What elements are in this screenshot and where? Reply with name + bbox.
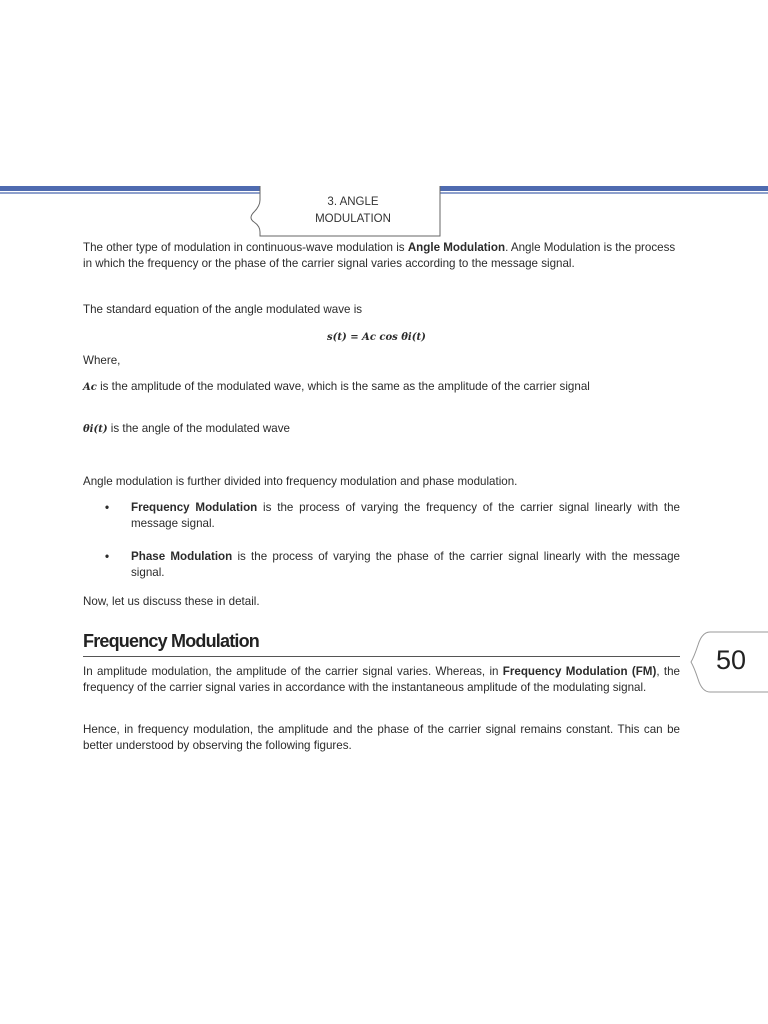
list-item-desc: is the process of varying the phase of the carrier signal linearly with the message signal. (131, 550, 680, 579)
chapter-title-line2: MODULATION (315, 213, 391, 225)
intro-text-b: . Angle Modulation is the process in which the frequency or the phase of the carrier signal varies according to the message signal. (83, 241, 676, 270)
fm-paragraph (83, 664, 680, 696)
angle-modulation-equation: s(t) = Ac cos θi(t) (327, 332, 426, 343)
list-item-term: Phase Modulation (131, 550, 233, 563)
fm-text-b: , the frequency of the carrier signal varies in accordance with the instantaneous amplitude of the modulating signal. (83, 665, 680, 694)
header-rule-right (440, 186, 768, 191)
intro-text-a: The other type of modulation in continuous-wave modulation is (83, 241, 408, 254)
page-number-tab (690, 631, 768, 693)
list-item-term: Frequency Modulation (131, 501, 258, 514)
header-rule-right-thin (440, 192, 768, 194)
angle-definition-text: is the angle of the modulated wave (107, 422, 290, 435)
section-heading: Frequency Modulation (83, 631, 260, 651)
page-number: 50 (716, 645, 747, 675)
equation-intro: The standard equation of the angle modulated wave is (83, 303, 363, 316)
list-item-text (131, 500, 680, 532)
amplitude-definition-text: is the amplitude of the modulated wave, which is the same as the amplitude of the carrier signal (96, 380, 590, 393)
fm-summary-paragraph: Hence, in frequency modulation, the amplitude and the phase of the carrier signal remains constant. This can be better understood by observing the following figures. (83, 723, 680, 752)
header-rule-left (0, 186, 262, 191)
intro-paragraph (83, 240, 680, 272)
section-rule (83, 656, 680, 657)
chapter-title (308, 194, 398, 228)
bullet-dot: • (105, 501, 110, 514)
amplitude-definition (83, 379, 680, 396)
angle-symbol: θi(t) (83, 424, 108, 435)
chapter-tab (246, 182, 442, 238)
header-rule-left-thin (0, 192, 262, 194)
fm-text-a: In amplitude modulation, the amplitude of the carrier signal varies. Whereas, in (83, 665, 503, 678)
angle-definition (83, 421, 290, 438)
division-paragraph: Angle modulation is further divided into frequency modulation and phase modulation. (83, 475, 518, 488)
intro-bold-term: Angle Modulation (407, 241, 506, 254)
chapter-title-line1: 3. ANGLE (327, 196, 379, 208)
list-item-desc: is the process of varying the frequency of the carrier signal linearly with the message signal. (131, 501, 680, 530)
fm-bold-term: Frequency Modulation (FM) (502, 665, 657, 678)
transition-paragraph: Now, let us discuss these in detail. (83, 595, 260, 608)
list-item-text (131, 549, 680, 581)
bullet-dot: • (105, 550, 110, 563)
amplitude-symbol: Ac (83, 382, 97, 393)
where-label: Where, (83, 354, 121, 367)
